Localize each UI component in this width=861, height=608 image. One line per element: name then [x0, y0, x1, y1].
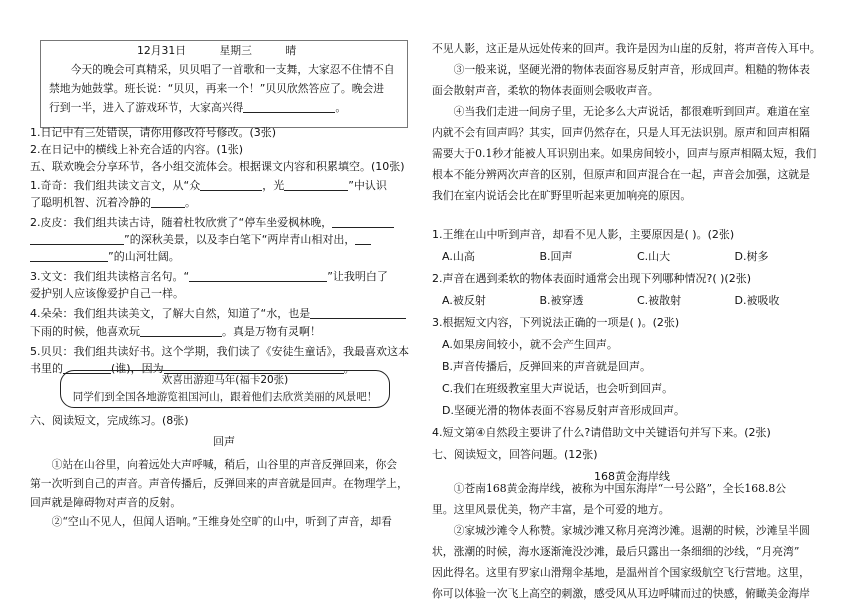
section-6 [30, 412, 418, 531]
fill-item-3-cont: 爱护别人应该像爱护自己一样。 [30, 287, 184, 301]
fill-item-1: 1.奇奇：我们组共读文言文，从“众 ，光 ”中认识 [30, 179, 387, 193]
passage-line: ②“空山不见人，但闻人语响。”王维身处空旷的山中，听到了声音，却看 [51, 515, 392, 529]
option[interactable]: C.山大 [637, 250, 671, 263]
option[interactable]: A.被反射 [442, 294, 486, 307]
passage-line: 不见人影，这正是从远处传来的回声。我许是因为山崖的反射，将声音传入耳中。 [432, 42, 821, 55]
passage-2-body [432, 478, 832, 604]
passage-title: 168黄金海岸线 [594, 470, 670, 483]
answer-blank[interactable] [310, 306, 406, 319]
passage-continued [432, 38, 832, 206]
passage-line: 根本不能分辨两次声音的区别，但原声和回声混合在一起，声音会加强，这就是 [432, 168, 810, 181]
notice-box [60, 370, 390, 408]
option[interactable]: D.坚硬光滑的物体表面不容易反射声音形成回声。 [442, 404, 685, 417]
question-1: 1.日记中有三处错误，请你用修改符号修改。(3张) [30, 126, 277, 139]
answer-blank[interactable] [189, 269, 327, 282]
passage-title: 回声 [213, 435, 235, 449]
mc-question-2: 2.声音在遇到柔软的物体表面时通常会出现下列哪种情况?( )(2张) [432, 272, 751, 285]
passage-line: 内就不会有回声吗？其实，回声仍然存在，只是人耳无法识别。原声和回声相隔 [432, 126, 810, 139]
fill-item-2-cont: ”的深秋美景，以及李白笔下“两岸青山相对出， [30, 231, 418, 248]
mc-options-1 [432, 246, 832, 268]
mc-question-3: 3.根据短文内容，下列说法正确的一项是( )。(2张) [432, 316, 680, 329]
option[interactable]: A.如果房间较小，就不会产生回声。 [442, 338, 618, 351]
section-7-heading: 七、阅读短文，回答问题。(12张) [432, 448, 598, 461]
diary-header [49, 41, 399, 60]
option[interactable]: B.声音传播后，反弹回来的声音就是回声。 [442, 360, 652, 373]
passage-line: 我们在室内说话会比在旷野里听起来更加响亮的原因。 [432, 189, 692, 202]
fill-item-4-cont: 下雨的时候，他喜欢玩 。真是万物有灵啊！ [30, 324, 321, 338]
passage-line: 面会散射声音，柔软的物体表面则会吸收声音。 [432, 84, 659, 97]
option[interactable]: A.山高 [442, 250, 475, 263]
mc-question-1: 1.王维在山中听到声音，却看不见人影，主要原因是( )。(2张) [432, 228, 735, 241]
answer-blank[interactable] [30, 232, 124, 245]
diary-box [40, 40, 408, 128]
option[interactable]: B.被穿透 [539, 294, 584, 307]
diary-line: 行到一半，进入了游戏环节，大家高兴得 。 [49, 101, 347, 114]
answer-blank[interactable] [355, 232, 371, 245]
answer-blank[interactable] [332, 215, 394, 228]
answer-blank[interactable] [200, 178, 262, 191]
option[interactable]: C.我们在班级教室里大声说话，也会听到回声。 [442, 382, 674, 395]
passage-line: 回声就是障碍物对声音的反射。 [30, 496, 182, 510]
answer-blank[interactable] [30, 249, 108, 262]
diary-weekday: 星期三 [219, 44, 252, 57]
fill-item-2: 2.皮皮：我们组共读古诗，随着杜牧欣赏了“停车坐爱枫林晚， [30, 214, 418, 231]
passage-line: ②家城沙滩令人称赞。家城沙滩又称月亮湾沙滩。退潮的时候，沙滩呈半圆 [453, 524, 810, 537]
answer-blank[interactable] [243, 100, 335, 113]
diary-weather: 晴 [285, 44, 297, 57]
section-5-heading: 五、联欢晚会分享环节，各小组交流体会。根据课文内容和积累填空。(10张) [30, 160, 405, 174]
passage-line: 状，涨潮的时候，海水逐渐淹没沙滩，最后只露出一条细细的沙线，“月亮湾” [432, 545, 800, 558]
option[interactable]: B.回声 [539, 250, 573, 263]
question-2: 2.在日记中的横线上补充合适的内容。(1张) [30, 143, 244, 157]
diary-date: 12月31日 [137, 44, 187, 57]
passage-body [30, 455, 418, 531]
passage-line: 第一次听到自己的声音。声音传播后，反弹回来的声音就是回声。在物理学上， [30, 477, 408, 491]
reading-questions [432, 224, 832, 488]
fill-item-5: 5.贝贝：我们组共读好书。这个学期，我们读了《安徒生童话》，我最喜欢这本 [30, 344, 409, 358]
option[interactable]: D.被吸收 [734, 294, 780, 307]
passage-line: 需要大于0.1秒才能被人耳识别出来。如果房间较小，回声与原声相隔太短，我们 [432, 147, 817, 160]
option[interactable]: D.树多 [734, 250, 769, 263]
passage-line: ④当我们走进一间房子里，无论多么大声说话，都很难听到回声。难道在室 [453, 105, 810, 118]
answer-blank[interactable] [140, 324, 222, 337]
passage-line: 你可以体验一次飞上高空的刺激，感受风从耳边呼啸而过的快感，俯瞰美金海岸 [432, 587, 810, 600]
fill-item-4: 4.朵朵：我们组共读美文，了解大自然，知道了“水，也是 [30, 305, 418, 322]
diary-line: 今天的晚会可真精采，贝贝唱了一首歌和一支舞，大家忍不住情不自 [70, 63, 395, 76]
diary-line: 禁地为她鼓掌。班长说：“贝贝，再来一个！”贝贝欣然答应了。晚会进 [49, 82, 385, 95]
answer-blank[interactable] [151, 195, 185, 208]
fill-item-3: 3.文文：我们组共读格言名句。“ ”让我明白了 [30, 270, 388, 284]
question-block [30, 124, 418, 377]
question-4: 4.短文第④自然段主要讲了什么?请借助文中关键语句并写下来。(2张) [432, 426, 771, 439]
passage-line: 里。这里风景优美，物产丰富，是个可爱的地方。 [432, 503, 670, 516]
mc-options-2 [432, 290, 832, 312]
notice-body: 同学们到全国各地游览祖国河山，跟着他们去欣赏美丽的风景吧！ [72, 391, 378, 403]
passage-line: ①站在山谷里，向着远处大声呼喊，稍后，山谷里的声音反弹回来，你会 [51, 458, 398, 472]
passage-line: 因此得名。这里有罗家山滑翔伞基地，是温州首个国家级航空飞行营地。这里， [432, 566, 810, 579]
fill-item-1-cont: 了聪明机智、沉着冷静的 。 [30, 196, 196, 210]
answer-blank[interactable] [284, 178, 348, 191]
passage-line: ③一般来说，坚硬光滑的物体表面容易反射声音，形成回声。粗糙的物体表 [453, 63, 810, 76]
passage-line: ①苍南168黄金海岸线，被称为中国东海岸“一号公路”，全长168.8公 [453, 482, 787, 495]
section-6-heading: 六、阅读短文，完成练习。(8张) [30, 414, 189, 427]
fill-item-5-cont: 书里的 (谁)，因为 。 [30, 361, 355, 375]
option[interactable]: C.被散射 [637, 294, 682, 307]
fill-item-2-cont: ”的山河壮阔。 [30, 248, 418, 265]
notice-title: 欢喜出游迎马年(福卡20张) [161, 374, 289, 386]
